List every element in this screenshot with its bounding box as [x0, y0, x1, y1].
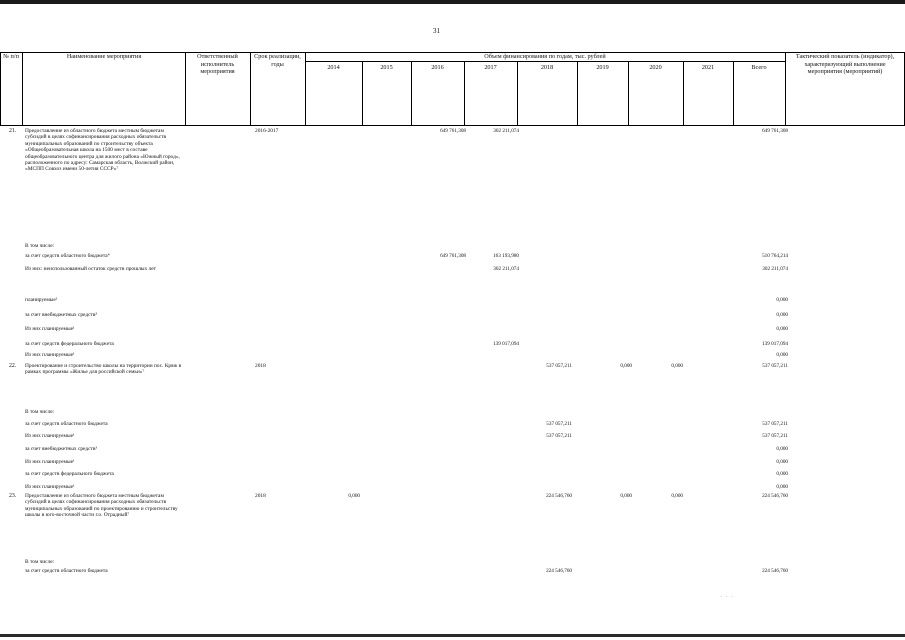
cell-v2018: 224 546,760 — [546, 568, 572, 574]
cell-v2020: 0,000 — [671, 493, 683, 499]
cell-v2014: 0,000 — [348, 493, 360, 499]
col-num-header: № п/п — [3, 53, 19, 60]
cell-total: 537 057,211 — [762, 421, 788, 427]
cell-v2018: 537 057,211 — [546, 363, 572, 369]
row-label: за счет внебюджетных средств³ — [25, 312, 98, 318]
cell-v2017: 139 017,094 — [493, 341, 519, 347]
cell-total: 0,000 — [776, 352, 788, 358]
row-label: за счет средств областного бюджета — [25, 421, 108, 427]
row-term: 2016-2017 — [255, 128, 279, 134]
row-number: 21. — [9, 128, 17, 134]
cell-total: 0,000 — [776, 459, 788, 465]
cell-total: 0,000 — [776, 484, 788, 490]
row-label: В том числе: — [25, 409, 55, 415]
cell-total: 302 211,074 — [762, 266, 788, 272]
col-term-header: Срок реализации, годы — [254, 53, 301, 68]
row-label: Предоставление из областного бюджета местным бюджетам субсидий в целях софинансирования расходных обязательств муниципальных образований по проектированию и строительству школы в юго-восточной части г.о. Отрадный⁷ — [25, 493, 178, 519]
row-label: за счет средств федерального бюджета — [25, 341, 114, 347]
cell-total: 139 017,094 — [762, 341, 788, 347]
row-label: Предоставление из областного бюджета местным бюджетам субсидий в целях софинансирования расходных обязательств муниципальных образований по строительству объекта «Общеобразовательная школа на 1500 мест в составе общеобразовательного центра для жилого района «Южный город», расположенного по адресу: Самарская область, Волжский район, «МСПП Совхоз имени 50-летия СССР»⁷ — [25, 128, 180, 173]
cell-total: 0,000 — [776, 446, 788, 452]
year-2014: 2014 — [327, 64, 340, 71]
row-number: 22. — [9, 363, 17, 369]
cell-v2016: 649 761,308 — [440, 128, 466, 134]
year-total: Всего — [751, 64, 767, 71]
cell-total: 0,000 — [776, 312, 788, 318]
cell-total: 224 546,760 — [762, 493, 788, 499]
year-2018: 2018 — [540, 64, 554, 71]
cell-v2017: 163 193,980 — [493, 253, 519, 259]
row-label: за счет средств областного бюджета — [25, 568, 108, 574]
row-label: Из них планируемые¹ — [25, 352, 75, 358]
row-label: Из них: неиспользованный остаток средств прошлых лет — [25, 266, 157, 272]
scan-artifact: ˙ ˙ ˙ — [720, 596, 734, 602]
row-label: за счет средств федерального бюджета — [25, 471, 114, 477]
row-label: Из них планируемые¹ — [25, 433, 75, 439]
row-label: В том числе: — [25, 243, 55, 249]
row-label: Из них планируемые¹ — [25, 459, 75, 465]
row-label: В том числе: — [25, 559, 55, 565]
cell-total: 0,000 — [776, 471, 788, 477]
cell-v2016: 649 761,308 — [440, 253, 466, 259]
year-2016: 2016 — [431, 64, 444, 71]
row-label: Проектирование и строительство школы на территории пос. Кряж в рамках программы «Жилье для российской семьи»⁷ — [25, 363, 182, 376]
cell-v2018: 224 546,760 — [546, 493, 572, 499]
row-term: 2018 — [255, 363, 266, 369]
cell-total: 537 057,211 — [762, 433, 788, 439]
cell-v2020: 0,000 — [671, 363, 683, 369]
row-number: 23. — [9, 493, 17, 499]
table-header — [0, 52, 905, 126]
cell-v2018: 537 057,211 — [546, 421, 572, 427]
row-label: за счет средств областного бюджета⁴ — [25, 253, 110, 259]
col-indicator-header: Тактический показатель (индикатор), характеризующий выполнение мероприятия (мероприятий) — [795, 53, 895, 76]
page-number: 31 — [433, 27, 440, 35]
col-funding-header: Объем финансирования по годам, тыс. рублей — [484, 53, 606, 60]
cell-v2019: 0,000 — [620, 363, 632, 369]
year-2021: 2021 — [701, 64, 715, 71]
cell-v2018: 537 057,211 — [546, 433, 572, 439]
year-2020: 2020 — [649, 64, 662, 71]
cell-total: 510 764,214 — [762, 253, 788, 259]
bottom-border — [0, 634, 905, 637]
row-label: Из них планируемые¹ — [25, 326, 75, 332]
cell-v2017: 302 211,074 — [493, 266, 519, 272]
col-name-header: Наименование мероприятия — [66, 53, 142, 60]
top-border — [0, 0, 905, 4]
year-2017: 2017 — [484, 64, 497, 71]
cell-total: 537 057,211 — [762, 363, 788, 369]
row-label: планируемые¹ — [25, 297, 58, 303]
row-label: Из них планируемые¹ — [25, 484, 75, 490]
year-2019: 2019 — [596, 64, 609, 71]
cell-total: 0,000 — [776, 326, 788, 332]
row-label: за счет внебюджетных средств³ — [25, 446, 98, 452]
cell-total: 224 546,760 — [762, 568, 788, 574]
cell-total: 0,000 — [776, 297, 788, 303]
row-term: 2018 — [255, 493, 266, 499]
year-2015: 2015 — [380, 64, 393, 71]
cell-v2017: 302 211,074 — [493, 128, 519, 134]
cell-v2019: 0,000 — [620, 493, 632, 499]
col-resp-header: Ответственный исполнитель мероприятия — [197, 53, 238, 76]
cell-total: 649 761,308 — [762, 128, 788, 134]
